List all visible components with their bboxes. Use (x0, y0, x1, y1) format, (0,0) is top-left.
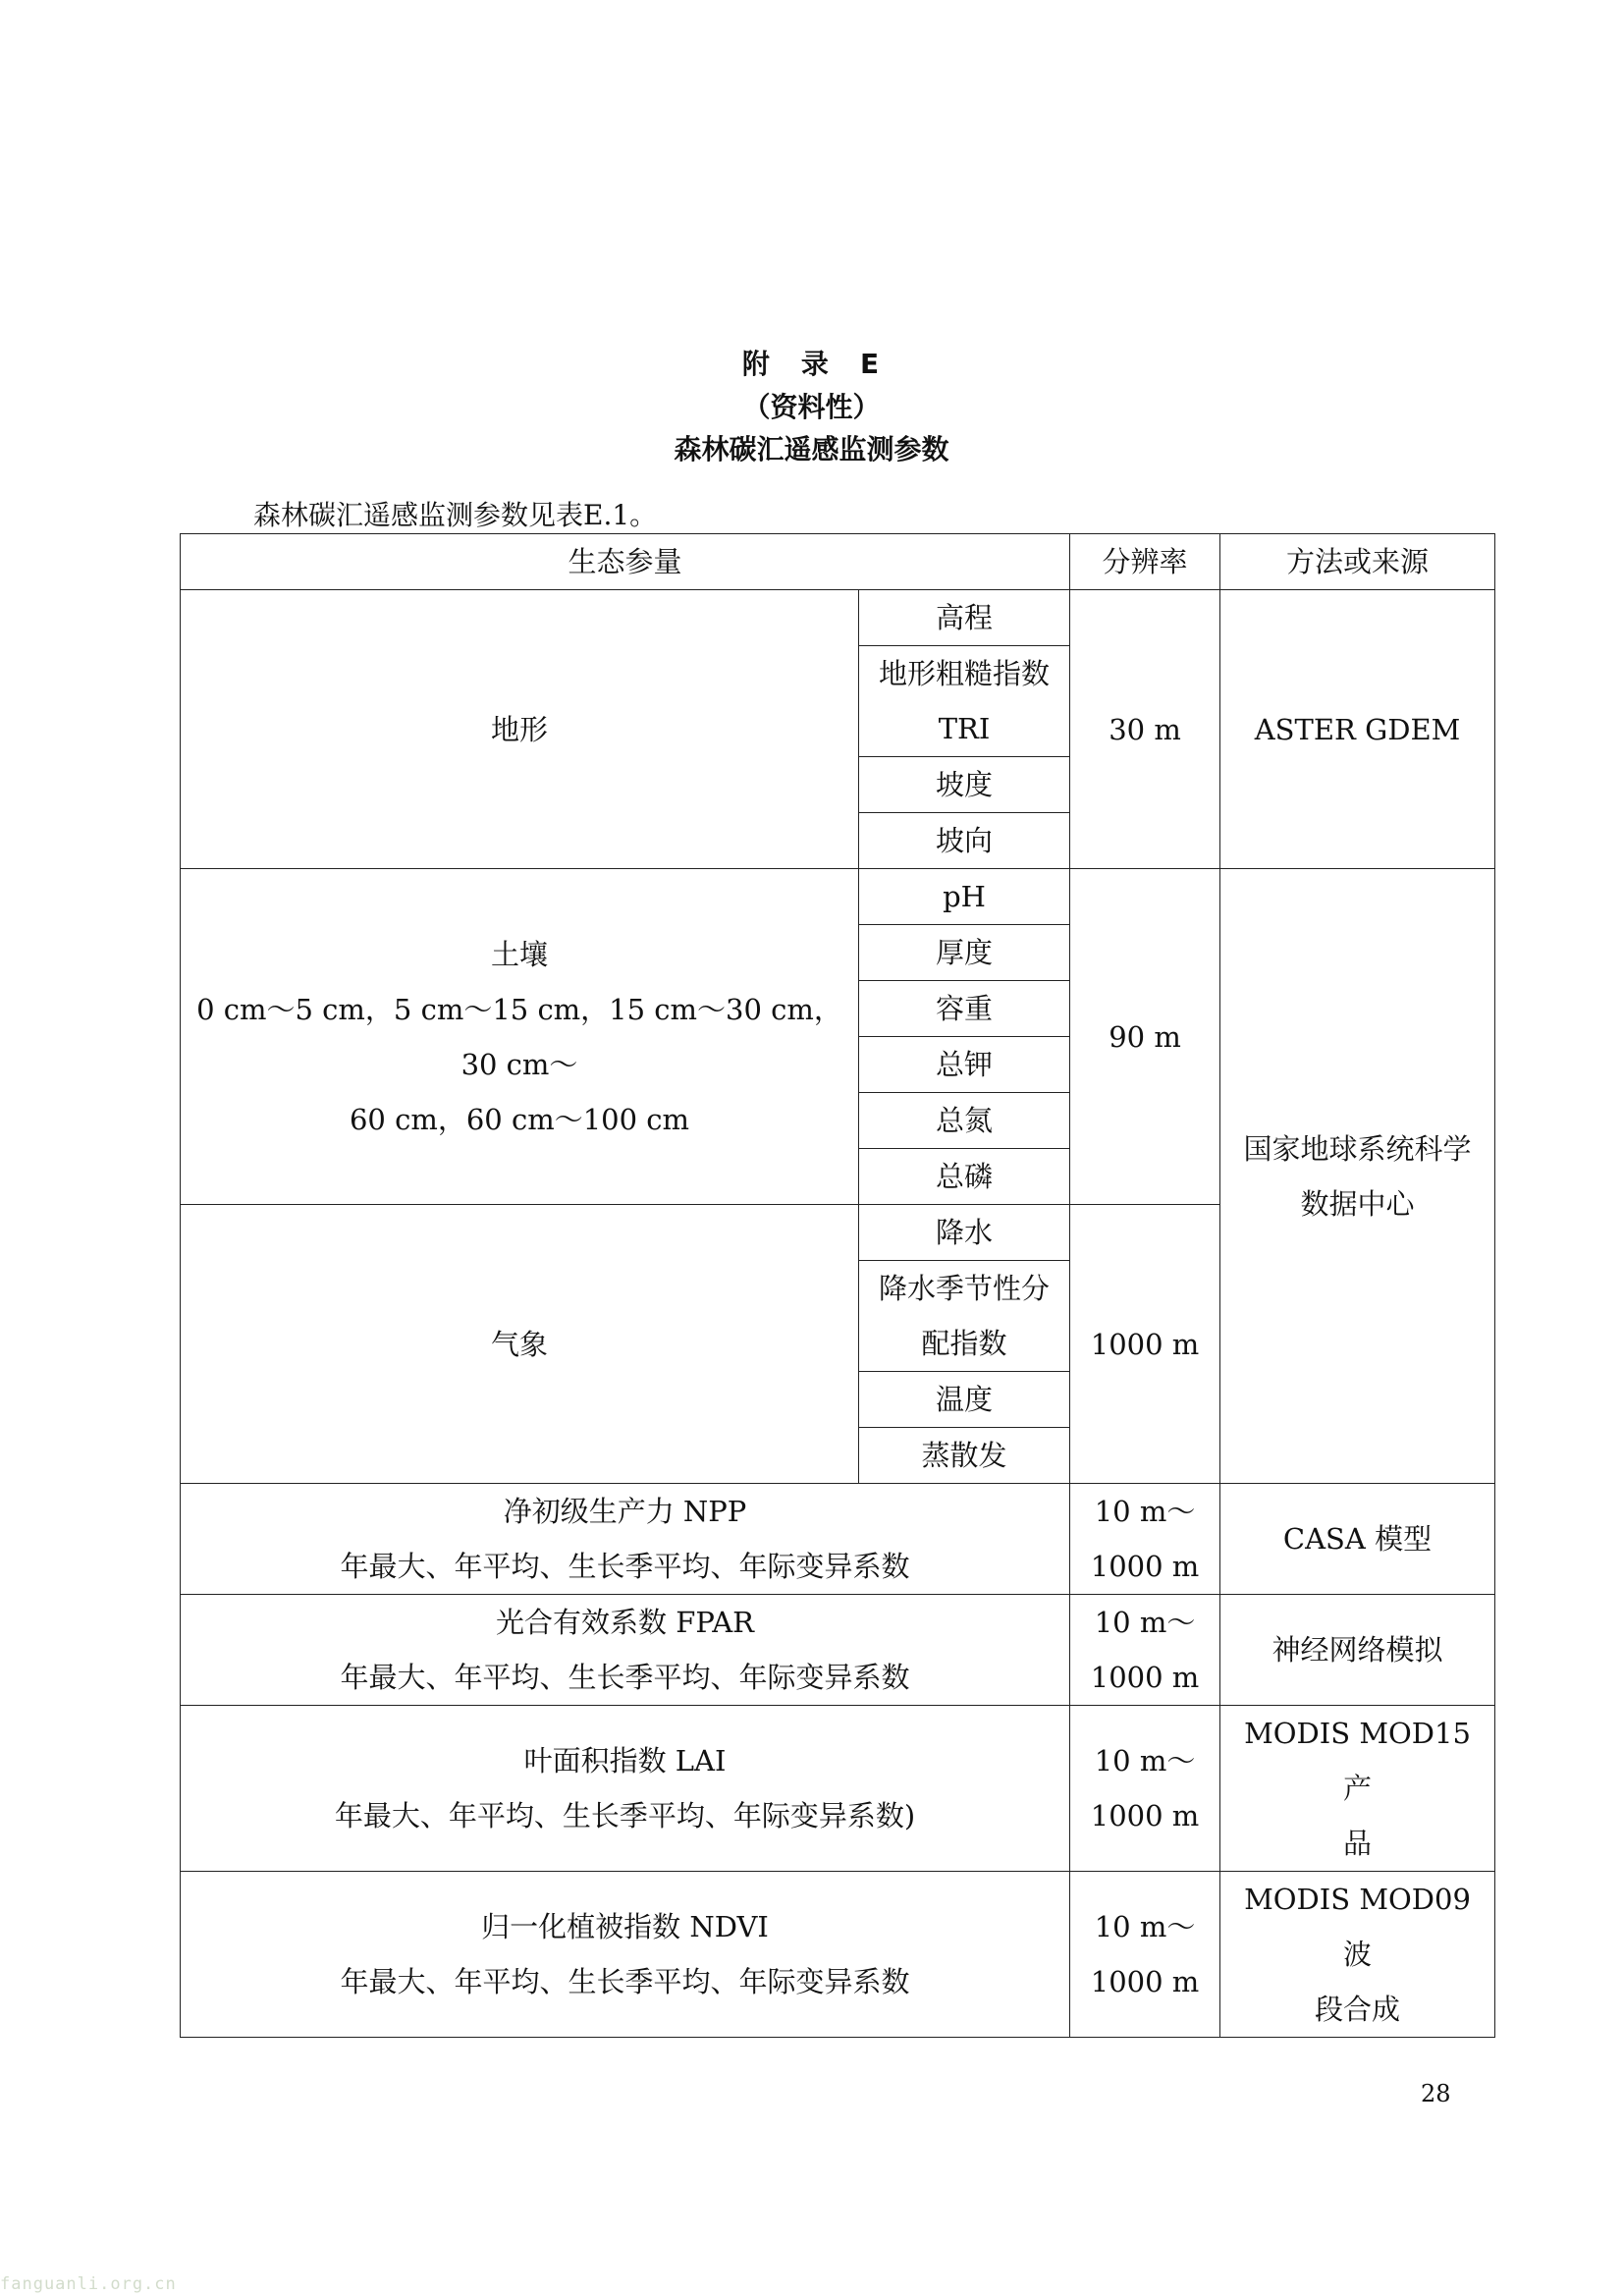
source-line: MODIS MOD09 波 (1244, 1883, 1471, 1971)
parameters-table (180, 533, 1495, 2038)
source-cell (1220, 869, 1495, 1484)
param-line: 配指数 (921, 1327, 1007, 1360)
param-cell: 坡度 (859, 757, 1070, 813)
row-name: 净初级生产力 NPP (503, 1495, 747, 1528)
param-cell (181, 1595, 1070, 1706)
table-row (181, 1706, 1495, 1872)
param-cell: 降水 (859, 1205, 1070, 1261)
resolution-cell (1070, 1595, 1220, 1706)
resolution-cell: 90 m (1070, 869, 1220, 1205)
source-cell (1220, 1872, 1495, 2038)
source-cell: ASTER GDEM (1220, 590, 1495, 869)
header-resolution: 分辨率 (1070, 534, 1220, 590)
resolution-cell: 30 m (1070, 590, 1220, 869)
resolution-cell (1070, 1484, 1220, 1595)
row-name: 叶面积指数 LAI (523, 1744, 727, 1777)
header-parameter: 生态参量 (181, 534, 1070, 590)
appendix-nature: （资料性） (742, 391, 881, 423)
table-row (181, 1872, 1495, 2038)
resolution-cell: 1000 m (1070, 1205, 1220, 1484)
category-soil (181, 869, 859, 1205)
row-name: 光合有效系数 FPAR (496, 1606, 754, 1639)
appendix-label-2: 录 (800, 348, 831, 380)
res-line: 1000 m (1090, 1661, 1200, 1694)
category-terrain: 地形 (181, 590, 859, 869)
param-cell (859, 1261, 1070, 1372)
row-name: 归一化植被指数 NDVI (481, 1910, 769, 1943)
row-stats: 年最大、年平均、生长季平均、年际变异系数 (340, 1661, 910, 1694)
param-cell: 总钾 (859, 1037, 1070, 1093)
resolution-cell (1070, 1872, 1220, 2038)
table-row (181, 590, 1495, 646)
table-row (181, 1595, 1495, 1706)
source-line: 段合成 (1315, 1993, 1401, 2026)
header-source: 方法或来源 (1220, 534, 1495, 590)
res-line: 10 m～ (1094, 1495, 1196, 1528)
source-line: CASA 模型 (1282, 1522, 1433, 1556)
category-weather: 气象 (181, 1205, 859, 1484)
appendix-heading (0, 343, 1623, 382)
param-cell: 坡向 (859, 813, 1070, 869)
res-line: 10 m～ (1094, 1606, 1196, 1639)
param-cell (181, 1706, 1070, 1872)
res-line: 1000 m (1090, 1799, 1200, 1832)
param-cell (859, 646, 1070, 757)
table-header-row (181, 534, 1495, 590)
soil-depth-line: 60 cm，60 cm～100 cm (349, 1102, 690, 1136)
param-cell: 厚度 (859, 925, 1070, 981)
appendix-label-1: 附 (741, 348, 772, 380)
param-cell: 容重 (859, 981, 1070, 1037)
param-line: TRI (938, 712, 991, 745)
row-stats: 年最大、年平均、生长季平均、年际变异系数 (340, 1965, 910, 1998)
page-number: 28 (1421, 2080, 1451, 2107)
row-stats: 年最大、年平均、生长季平均、年际变异系数) (334, 1799, 916, 1832)
row-stats: 年最大、年平均、生长季平均、年际变异系数 (340, 1550, 910, 1583)
param-cell (181, 1872, 1070, 2038)
table-row (181, 869, 1495, 925)
res-line: 10 m～ (1094, 1910, 1196, 1943)
param-cell (181, 1484, 1070, 1595)
appendix-letter: E (859, 348, 882, 380)
category-label: 土壤 (490, 937, 548, 971)
watermark: fanguanli.org.cn (0, 2274, 177, 2294)
source-cell (1220, 1484, 1495, 1595)
param-cell: 温度 (859, 1372, 1070, 1428)
source-line: 品 (1343, 1827, 1373, 1860)
res-line: 10 m～ (1094, 1744, 1196, 1777)
source-line: 国家地球系统科学 (1243, 1131, 1472, 1166)
intro-paragraph: 森林碳汇遥感监测参数见表E.1。 (253, 499, 658, 531)
res-line: 1000 m (1090, 1550, 1200, 1583)
appendix-title: 森林碳汇遥感监测参数 (674, 433, 949, 465)
source-line: 数据中心 (1300, 1186, 1415, 1221)
source-cell (1220, 1595, 1495, 1706)
source-cell (1220, 1706, 1495, 1872)
param-line: 地形粗糙指数 (879, 657, 1051, 690)
source-line: 神经网络模拟 (1271, 1633, 1443, 1667)
param-line: 降水季节性分 (879, 1272, 1051, 1305)
table-row (181, 1484, 1495, 1595)
param-cell: 蒸散发 (859, 1428, 1070, 1484)
param-cell: 高程 (859, 590, 1070, 646)
param-cell: 总氮 (859, 1093, 1070, 1149)
resolution-cell (1070, 1706, 1220, 1872)
res-line: 1000 m (1090, 1965, 1200, 1998)
param-cell: pH (859, 869, 1070, 925)
param-cell: 总磷 (859, 1149, 1070, 1205)
soil-depth-line: 0 cm～5 cm，5 cm～15 cm，15 cm～30 cm，30 cm～ (196, 992, 842, 1081)
source-line: MODIS MOD15 产 (1244, 1717, 1471, 1805)
